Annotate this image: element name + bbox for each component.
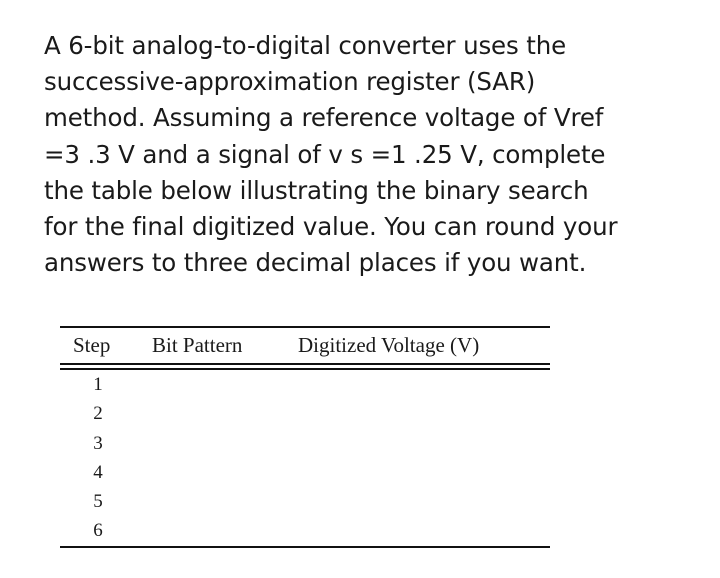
question-line: successive-approximation register (SAR)	[44, 67, 536, 97]
table-row-step: 2	[93, 403, 103, 425]
table-top-rule	[60, 326, 550, 328]
table-bottom-rule	[60, 546, 550, 548]
table-header-rule-double	[60, 368, 550, 370]
question-line: the table below illustrating the binary search	[44, 175, 589, 205]
header-bit-pattern: Bit Pattern	[152, 333, 243, 357]
table-row-step: 5	[93, 491, 103, 513]
header-digitized-voltage: Digitized Voltage (V)	[298, 333, 480, 357]
question-line: for the final digitized value. You can round your	[44, 212, 618, 242]
table-row-step: 3	[93, 432, 103, 454]
table-header-rule	[60, 363, 550, 365]
question-line: A 6-bit analog-to-digital converter uses the	[44, 31, 566, 60]
step-column	[78, 370, 118, 546]
question-line: answers to three decimal places if you want.	[44, 248, 587, 278]
question-line: method. Assuming a reference voltage of Vref	[44, 103, 604, 133]
table-row-step: 4	[93, 461, 103, 483]
question-line: =3 .3 V and a signal of v s =1 .25 V, complete	[44, 139, 606, 169]
table-row-step: 1	[93, 374, 103, 395]
question-text	[44, 28, 684, 281]
header-step: Step	[73, 333, 111, 357]
table-row-step: 6	[93, 520, 103, 542]
